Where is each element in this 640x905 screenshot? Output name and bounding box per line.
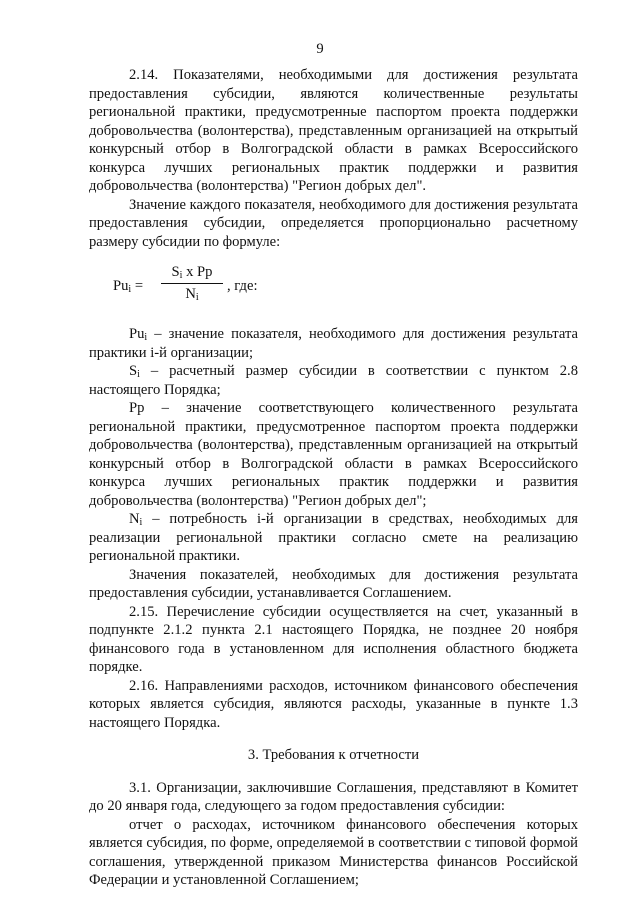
- definition-n: $N_i$ – потребность i-й организации в средствах, необходимых для реализации региональной практики согласно смете на реализацию региональной практики.: [89, 511, 578, 564]
- formula-tail: , где:: [227, 278, 258, 294]
- definition-s: $S_i$ – расчетный размер субсидии в соответствии с пунктом 2.8 настоящего Порядка;: [89, 363, 578, 398]
- paragraph-indicator-value: Значение каждого показателя, необходимого для достижения результата предоставления субсидии, определяется пропорционально расчетному размеру субсидии по формуле:: [89, 196, 578, 250]
- formula: [89, 259, 578, 319]
- definition-pu: $Pu_i$ – значение показателя, необходимого для достижения результата практики i-й организации;: [89, 326, 578, 361]
- paragraph-values-set: Значения показателей, необходимых для достижения результата предоставления субсидии, устанавливается Соглашением.: [89, 566, 578, 601]
- section-3-heading: 3. Требования к отчетности: [247, 747, 420, 763]
- paragraph-2-16: 2.16. Направлениями расходов, источником финансового обеспечения которых является субсидия, являются расходы, указанные в пункте 1.3 настоящего Порядка.: [89, 677, 578, 731]
- formula-lhs: $Pu_i$ =: [113, 278, 144, 295]
- document-body: [89, 66, 578, 890]
- formula-denominator: $N_i$: [185, 285, 199, 303]
- fraction-bar: [161, 283, 223, 284]
- paragraph-2-14: 2.14. Показателями, необходимыми для достижения результата предоставления субсидии, являются количественные результаты региональной практики, предусмотренные паспортом проекта поддержки добровольчества (волонтерства), представленным организацией на открытый конкурсный отбор в Волгоградской области в рамках Всероссийского конкурса лучших региональных практик поддержки и развития добровольчества (волонтерства) "Регион добрых дел".: [89, 67, 578, 194]
- formula-numerator: $S_i$ x Pp: [171, 264, 213, 281]
- paragraph-2-15: 2.15. Перечисление субсидии осуществляется на счет, указанный в подпункте 2.1.2 пункта 2.1 настоящего Порядка, не позднее 20 ноября финансового года в установленном для исполнения областного бюджета порядке.: [89, 603, 578, 675]
- definition-pp: Pp – значение соответствующего количественного результата региональной практики, предусмотренное паспортом проекта поддержки добровольчества (волонтерства), представленным организацией на открытый конкурсный отбор в Волгоградской области в рамках Всероссийского конкурса лучших региональных практик поддержки и развития добровольчества (волонтерства) "Регион добрых дел";: [89, 400, 578, 509]
- paragraph-report: отчет о расходах, источником финансового обеспечения которых является субсидия, по форме, определяемой в соответствии с типовой формой соглашения, утвержденной приказом Министерства финансов Российской Федерации и установленной Соглашением;: [89, 816, 578, 888]
- formula-fraction: [161, 263, 223, 303]
- page-number: 9: [316, 41, 324, 57]
- paragraph-3-1: 3.1. Организации, заключившие Соглашения, представляют в Комитет до 20 января года, следующего за годом предоставления субсидии:: [89, 779, 578, 814]
